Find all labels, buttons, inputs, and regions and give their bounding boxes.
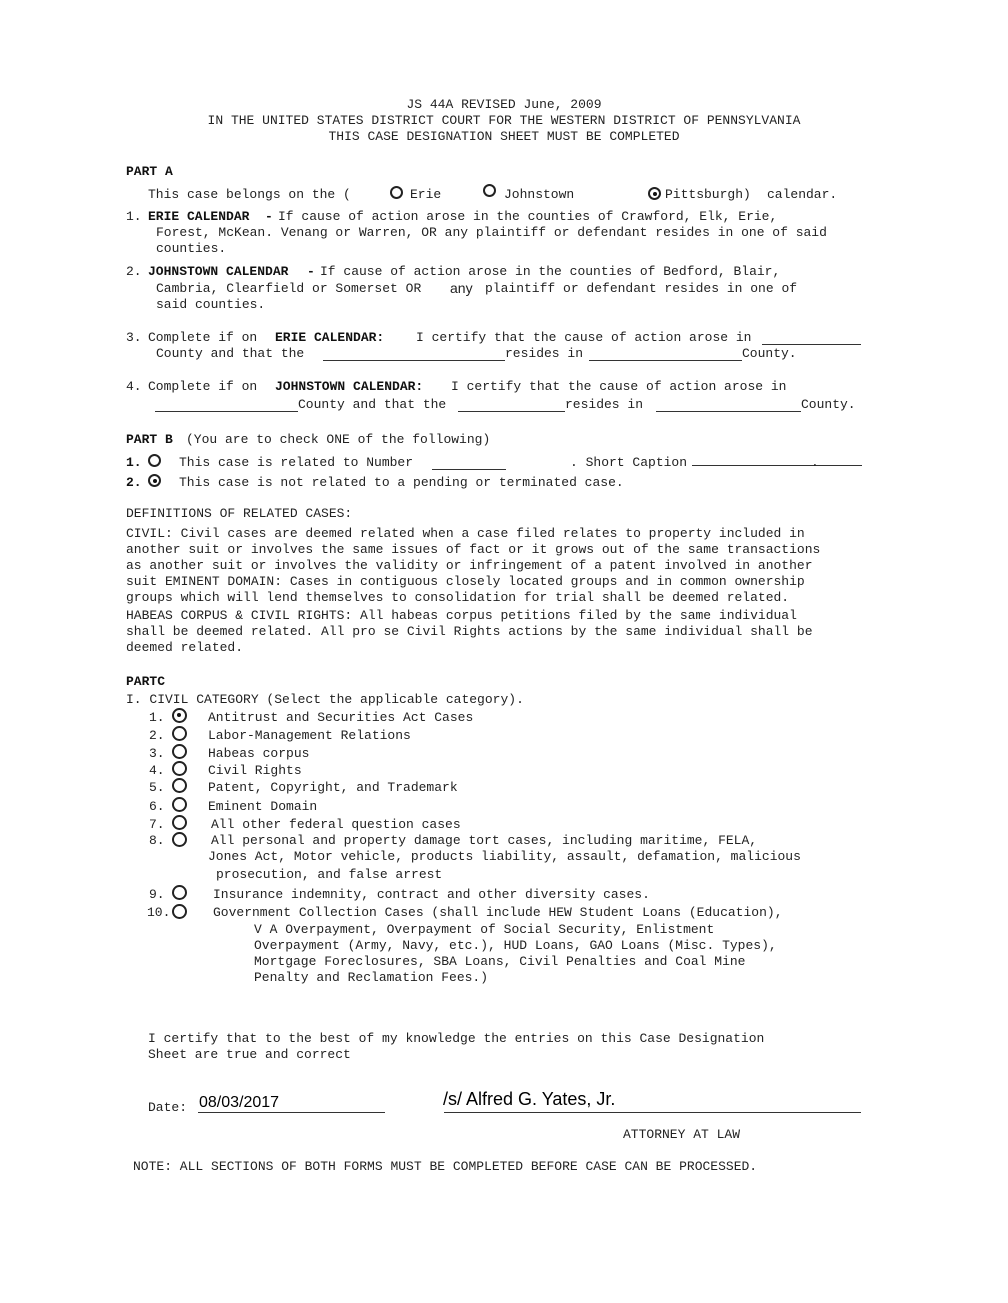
radio-category-federal-question[interactable] (172, 815, 187, 830)
item3-text-2b: resides in (505, 346, 584, 361)
label-erie: Erie (410, 187, 442, 202)
form-instruction: THIS CASE DESIGNATION SHEET MUST BE COMPLETED (328, 129, 680, 144)
item4-num: 4. (126, 379, 142, 394)
item4-text-1: I certify that the cause of action arose in (451, 379, 787, 394)
category-num: 2. (149, 728, 165, 743)
radio-related[interactable] (148, 454, 161, 467)
signature-value[interactable]: /s/ Alfred G. Yates, Jr. (443, 1089, 616, 1109)
item3-text-2a: County and that the (156, 346, 305, 361)
radio-category-antitrust[interactable] (172, 708, 187, 723)
definitions-line: deemed related. (126, 640, 244, 655)
category-label: Habeas corpus (208, 746, 310, 761)
radio-johnstown[interactable] (483, 184, 496, 197)
radio-not-related[interactable] (148, 474, 161, 487)
erie-calendar-title: ERIE CALENDAR (148, 209, 250, 224)
processing-note: NOTE: ALL SECTIONS OF BOTH FORMS MUST BE COMPLETED BEFORE CASE CAN BE PROCESSED. (133, 1159, 758, 1174)
erie-dash: - (265, 209, 273, 224)
radio-category-insurance[interactable] (172, 885, 187, 900)
label-pittsburgh: Pittsburgh) (665, 187, 751, 202)
radio-category-habeas[interactable] (172, 744, 187, 759)
johnstown-county-field[interactable] (155, 411, 298, 412)
definitions-line: shall be deemed related. All pro se Civil Rights actions by the same individual shall be (126, 624, 813, 639)
item4-text-2b: resides in (565, 397, 644, 412)
attorney-title: ATTORNEY AT LAW (623, 1127, 741, 1142)
item4-text-2c: County. (801, 397, 856, 412)
item3-title: ERIE CALENDAR: (275, 330, 385, 345)
definitions-line: suit EMINENT DOMAIN: Cases in contiguous closely located groups and in common ownership (126, 574, 805, 589)
johnstown-party-field[interactable] (458, 411, 565, 412)
part-c-title: PARTC (126, 674, 166, 689)
erie-residence-county-field[interactable] (589, 360, 742, 361)
item4-title: JOHNSTOWN CALENDAR: (275, 379, 424, 394)
related-text: This case is related to Number (179, 455, 414, 470)
category-label: Insurance indemnity, contract and other diversity cases. (213, 887, 650, 902)
calendar-suffix: calendar. (767, 187, 838, 202)
category-label: Mortgage Foreclosures, SBA Loans, Civil Penalties and Coal Mine (254, 954, 746, 969)
category-label: Eminent Domain (208, 799, 318, 814)
radio-category-labor[interactable] (172, 726, 187, 741)
category-num: 9. (149, 887, 165, 902)
date-label: Date: (148, 1100, 188, 1115)
date-value[interactable]: 08/03/2017 (199, 1094, 280, 1111)
form-id: JS 44A REVISED June, 2009 (406, 97, 602, 112)
erie-text-1: If cause of action arose in the counties of Crawford, Elk, Erie, (278, 209, 778, 224)
definitions-line: as another suit or involves the validity or infringement of a patent involved in another (126, 558, 813, 573)
johnstown-text-1: If cause of action arose in the counties of Bedford, Blair, (320, 264, 781, 279)
erie-text-3: counties. (156, 241, 227, 256)
erie-text-2: Forest, McKean. Venang or Warren, OR any plaintiff or defendant resides in one of said (156, 225, 827, 240)
item3-text-1: I certify that the cause of action arose in (416, 330, 752, 345)
short-caption-label: . Short Caption (570, 455, 688, 470)
definitions-line: HABEAS CORPUS & CIVIL RIGHTS: All habeas corpus petitions filed by the same individual (126, 608, 797, 623)
category-label: Jones Act, Motor vehicle, products liability, assault, defamation, malicious (208, 849, 801, 864)
short-caption-field[interactable] (692, 465, 862, 466)
date-line (198, 1112, 385, 1113)
johnstown-residence-county-field[interactable] (656, 411, 801, 412)
category-label: All personal and property damage tort cases, including maritime, FELA, (211, 833, 758, 848)
label-johnstown: Johnstown (504, 187, 575, 202)
part-b-item2-num: 2. (126, 475, 142, 490)
definitions-line: CIVIL: Civil cases are deemed related when a case filed relates to property included in (126, 526, 805, 541)
signature-line (444, 1112, 861, 1113)
court-name: IN THE UNITED STATES DISTRICT COURT FOR THE WESTERN DISTRICT OF PENNSYLVANIA (207, 113, 801, 128)
johnstown-dash: - (307, 264, 315, 279)
radio-category-tort[interactable] (172, 832, 187, 847)
category-label: Antitrust and Securities Act Cases (208, 710, 474, 725)
part-a-title: PART A (126, 164, 173, 179)
item3-pre: Complete if on (148, 330, 258, 345)
category-num: 4. (149, 763, 165, 778)
johnstown-item-num: 2. (126, 264, 142, 279)
category-num: 10. (147, 905, 171, 920)
item3-text-2c: County. (742, 346, 797, 361)
part-b-subtitle: (You are to check ONE of the following) (186, 432, 491, 447)
category-label: Government Collection Cases (shall include HEW Student Loans (Education), (213, 905, 783, 920)
johnstown-text-2b: plaintiff or defendant resides in one of (485, 281, 798, 296)
radio-category-government-collection[interactable] (172, 904, 187, 919)
item4-pre: Complete if on (148, 379, 258, 394)
category-label: V A Overpayment, Overpayment of Social Security, Enlistment (254, 922, 715, 937)
part-b-title: PART B (126, 432, 173, 447)
category-num: 7. (149, 817, 165, 832)
category-num: 3. (149, 746, 165, 761)
category-label: Civil Rights (208, 763, 302, 778)
radio-erie[interactable] (390, 186, 403, 199)
definitions-line: another suit or involves the same issues of fact or it grows out of the same transactions (126, 542, 821, 557)
johnstown-text-2: Cambria, Clearfield or Somerset OR (156, 281, 422, 296)
erie-party-field[interactable] (323, 360, 505, 361)
radio-category-patent[interactable] (172, 778, 187, 793)
definitions-title: DEFINITIONS OF RELATED CASES: (126, 506, 353, 521)
not-related-text: This case is not related to a pending or terminated case. (179, 475, 624, 490)
definitions-line: groups which will lend themselves to consolidation for trial shall be deemed related. (126, 590, 790, 605)
civil-category-title: I. CIVIL CATEGORY (Select the applicable category). (126, 692, 524, 707)
short-caption-dot: . (811, 455, 819, 470)
radio-category-civil-rights[interactable] (172, 761, 187, 776)
category-label: prosecution, and false arrest (216, 867, 443, 882)
item4-text-2a: County and that the (298, 397, 447, 412)
certify-text: Sheet are true and correct (148, 1047, 351, 1062)
erie-county-field[interactable] (762, 344, 861, 345)
johnstown-any: any (450, 280, 473, 296)
related-number-field[interactable] (432, 469, 506, 470)
category-label: Penalty and Reclamation Fees.) (254, 970, 489, 985)
category-label: All other federal question cases (211, 817, 461, 832)
category-label: Labor-Management Relations (208, 728, 411, 743)
category-label: Patent, Copyright, and Trademark (208, 780, 458, 795)
category-num: 6. (149, 799, 165, 814)
calendar-prefix: This case belongs on the ( (148, 187, 351, 202)
category-num: 1. (149, 710, 165, 725)
category-num: 8. (149, 833, 165, 848)
radio-category-eminent-domain[interactable] (172, 797, 187, 812)
certify-text: I certify that to the best of my knowledge the entries on this Case Designation (148, 1031, 765, 1046)
category-num: 5. (149, 780, 165, 795)
radio-pittsburgh[interactable] (648, 187, 661, 200)
johnstown-calendar-title: JOHNSTOWN CALENDAR (148, 264, 289, 279)
item3-num: 3. (126, 330, 142, 345)
category-label: Overpayment (Army, Navy, etc.), HUD Loans, GAO Loans (Misc. Types), (254, 938, 777, 953)
johnstown-text-3: said counties. (156, 297, 266, 312)
part-b-item1-num: 1. (126, 455, 142, 470)
erie-item-num: 1. (126, 209, 142, 224)
